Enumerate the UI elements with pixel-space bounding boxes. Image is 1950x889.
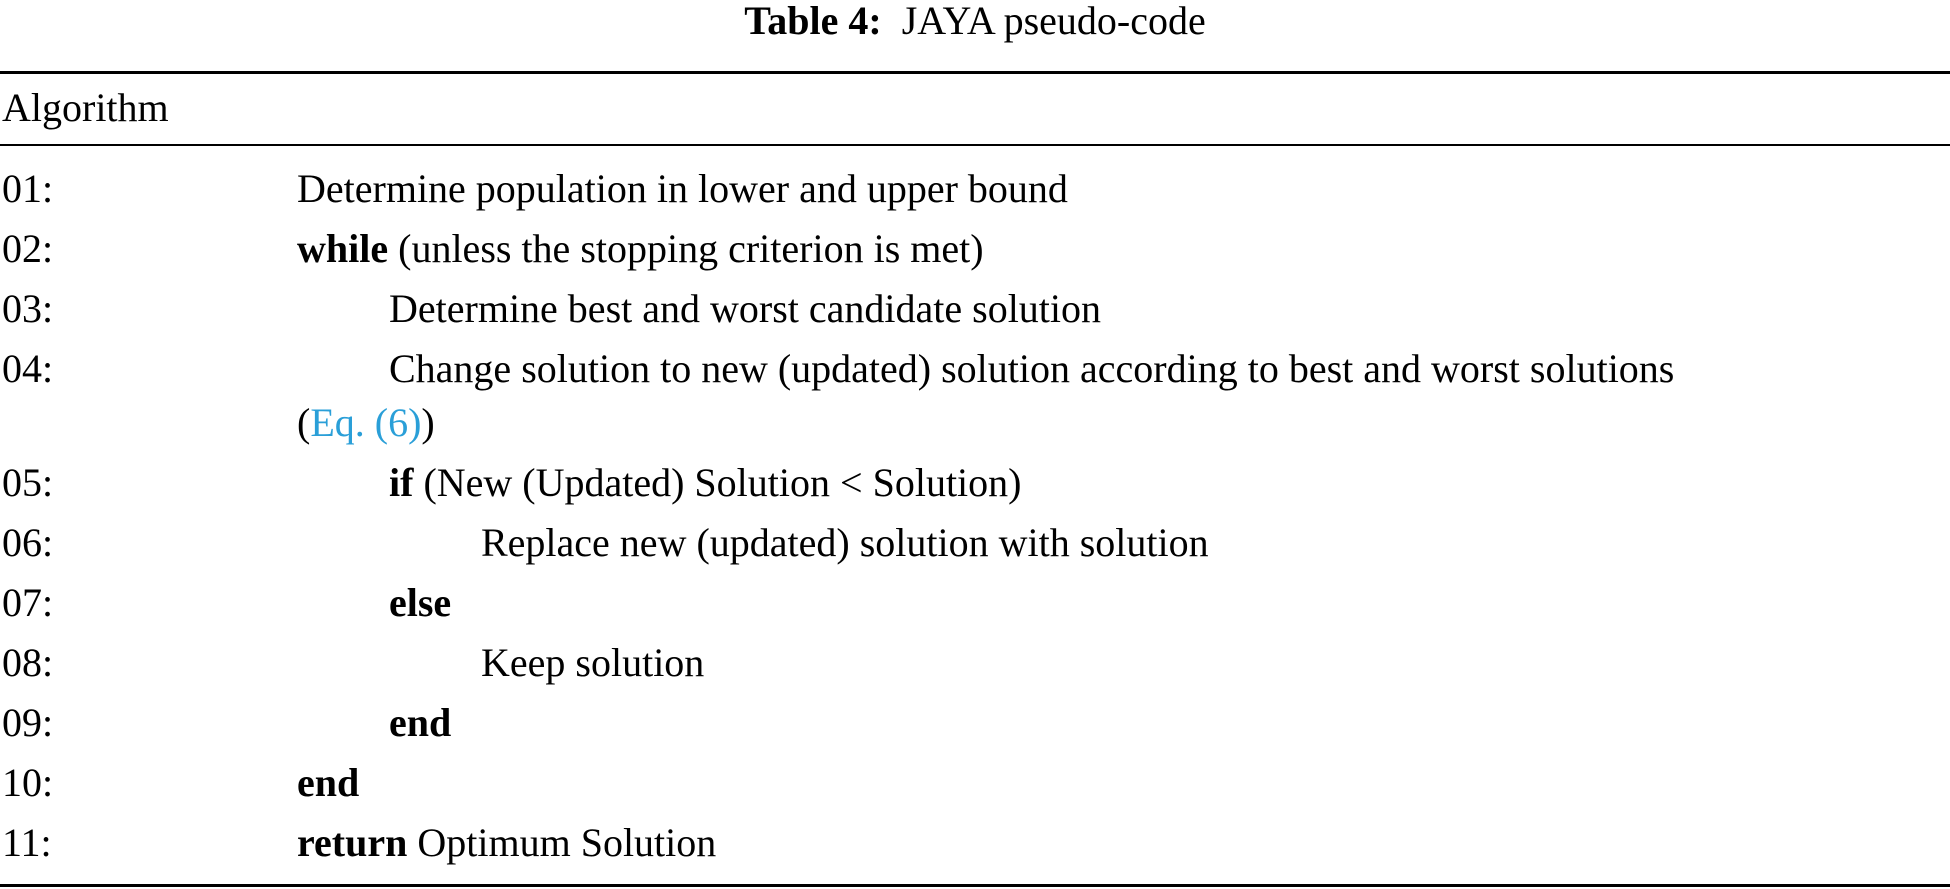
- algorithm-line: [0, 513, 1950, 573]
- table-caption: [0, 0, 1950, 50]
- line-number: 10:: [2, 760, 54, 805]
- line-text: [389, 279, 1101, 339]
- line-statement: Optimum Solution: [407, 820, 717, 865]
- table-number: Table 4:: [744, 0, 882, 43]
- algorithm-line: [0, 813, 1950, 873]
- line-number: 07:: [2, 580, 54, 625]
- line-text: [297, 813, 716, 873]
- line-text: [297, 219, 984, 279]
- line-statement: Determine population in lower and upper bound: [297, 166, 1068, 211]
- line-number: 04:: [2, 346, 54, 391]
- equation-link[interactable]: Eq. (6): [310, 400, 422, 445]
- line-keyword: if: [389, 460, 414, 505]
- algorithm-body: [0, 159, 1950, 873]
- algorithm-line: [0, 573, 1950, 633]
- line-text: [389, 573, 451, 633]
- line-continuation: [297, 393, 435, 453]
- line-number: 05:: [2, 460, 54, 505]
- algorithm-line: [0, 219, 1950, 279]
- top-rule: [0, 71, 1950, 74]
- line-number: 11:: [2, 820, 52, 865]
- algorithm-line: [0, 339, 1950, 453]
- line-keyword: end: [297, 760, 360, 805]
- header-rule: [0, 144, 1950, 146]
- line-number: 09:: [2, 700, 54, 745]
- line-number: 08:: [2, 640, 54, 685]
- algorithm-line: [0, 693, 1950, 753]
- line-statement: Replace new (updated) solution with solution: [481, 520, 1209, 565]
- line-text: [297, 753, 359, 813]
- algorithm-line: [0, 753, 1950, 813]
- line-text: [389, 339, 1674, 399]
- algorithm-line: [0, 453, 1950, 513]
- line-keyword: else: [389, 580, 452, 625]
- line-text: [297, 159, 1068, 219]
- line-statement: (unless the stopping criterion is met): [388, 226, 984, 271]
- line-keyword: return: [297, 820, 408, 865]
- algorithm-line: [0, 633, 1950, 693]
- line-keyword: while: [297, 226, 389, 271]
- line-statement: Change solution to new (updated) solution according to best and worst solutions: [389, 346, 1675, 391]
- line-text: [481, 633, 704, 693]
- line-statement: (New (Updated) Solution < Solution): [413, 460, 1022, 505]
- paren-close: ): [421, 400, 435, 445]
- line-number: 02:: [2, 226, 54, 271]
- line-keyword: end: [389, 700, 452, 745]
- column-header: Algorithm: [2, 85, 169, 130]
- algorithm-line: [0, 159, 1950, 219]
- line-statement: Keep solution: [481, 640, 705, 685]
- algorithm-line: [0, 279, 1950, 339]
- table-title: JAYA pseudo-code: [901, 0, 1206, 43]
- line-number: 03:: [2, 286, 54, 331]
- paren-open: (: [297, 400, 311, 445]
- bottom-rule: [0, 884, 1950, 887]
- line-number: 06:: [2, 520, 54, 565]
- line-text: [389, 693, 451, 753]
- line-text: [481, 513, 1209, 573]
- line-text: [389, 453, 1021, 513]
- line-statement: Determine best and worst candidate solution: [389, 286, 1102, 331]
- line-number: 01:: [2, 166, 54, 211]
